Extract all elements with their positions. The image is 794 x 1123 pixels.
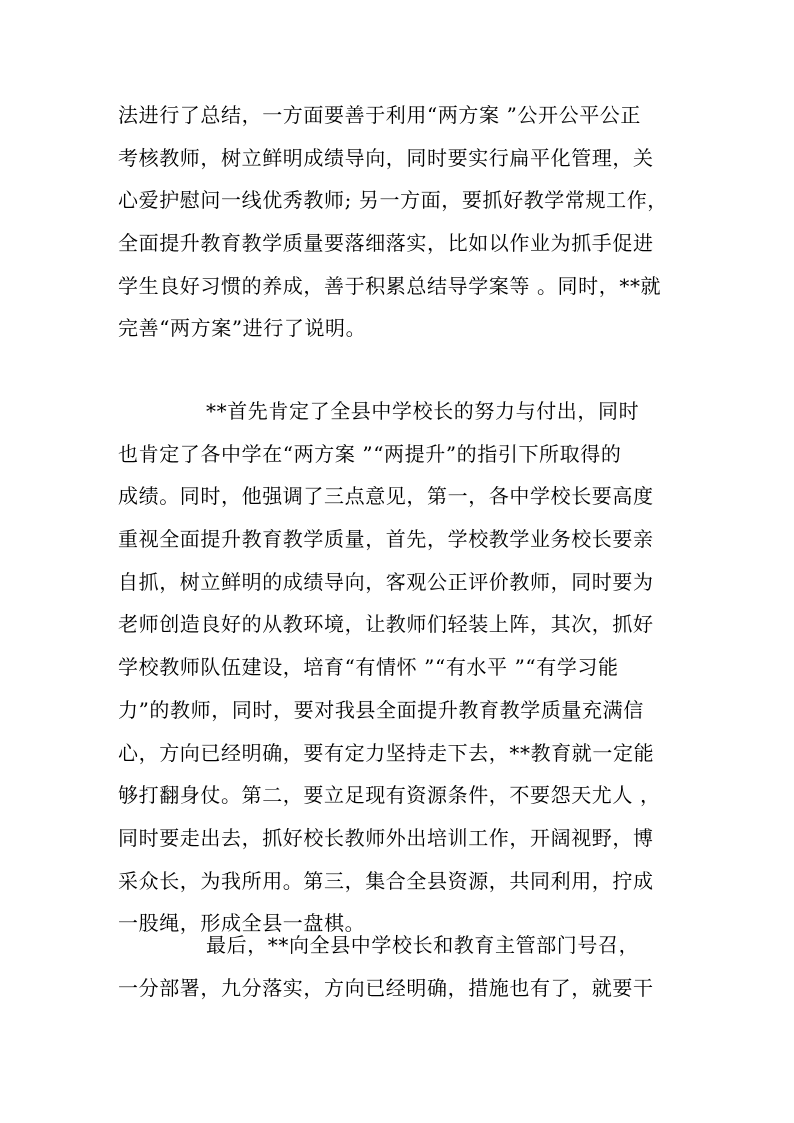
text-line: 一股绳，形成全县一盘棋。 [118, 911, 366, 936]
text-line: 力”的教师，同时，要对我县全面提升教育教学质量充满信 [118, 697, 644, 722]
text-line: 够打翻身仗。第二，要立足现有资源条件，不要怨天尤人 ， [118, 783, 661, 808]
text-line: 采众长，为我所用。第三，集合全县资源，共同利用，拧成 [118, 868, 654, 893]
text-line: 考核教师，树立鲜明成绩导向，同时要实行扁平化管理，关 [118, 145, 654, 170]
text-line: 同时要走出去，抓好校长教师外出培训工作，开阔视野，博 [118, 825, 654, 850]
text-line: 学校教师队伍建设，培育“有情怀 ”“有水平 ”“有学习能 [118, 655, 619, 680]
text-line: 心爱护慰问一线优秀教师; 另一方面，要抓好教学常规工作， [118, 188, 668, 213]
paragraph-3 [118, 924, 678, 1009]
text-line: 最后，**向全县中学校长和教育主管部门号召， [206, 933, 640, 957]
text-line: 学生良好习惯的养成，善于积累总结导学案等 。同时，**就 [118, 273, 662, 298]
paragraph-1 [118, 94, 678, 350]
text-line: 完善“两方案”进行了说明。 [118, 316, 367, 341]
text-line: 重视全面提升教育教学质量，首先，学校教学业务校长要亲 [118, 527, 654, 552]
text-line: 成绩。同时，他强调了三点意见，第一，各中学校长要高度 [118, 484, 654, 509]
text-line: 全面提升教育教学质量要落细落实，比如以作业为抓手促进 [118, 231, 654, 256]
text-line: 心，方向已经明确，要有定力坚持走下去，**教育就一定能 [118, 740, 655, 765]
paragraph-2 [118, 390, 678, 945]
text-line: 法进行了总结，一方面要善于利用“两方案 ”公开公平公正 [118, 103, 642, 127]
text-line: **首先肯定了全县中学校长的努力与付出，同时 [206, 399, 640, 423]
text-line: 一分部署，九分落实，方向已经明确，措施也有了，就要干 [118, 975, 654, 1000]
text-line: 也肯定了各中学在“两方案 ”“两提升”的指引下所取得的 [118, 441, 622, 466]
text-line: 老师创造良好的从教环境，让教师们轻装上阵，其次，抓好 [118, 612, 654, 637]
text-line: 自抓，树立鲜明的成绩导向，客观公正评价教师，同时要为 [118, 569, 654, 594]
